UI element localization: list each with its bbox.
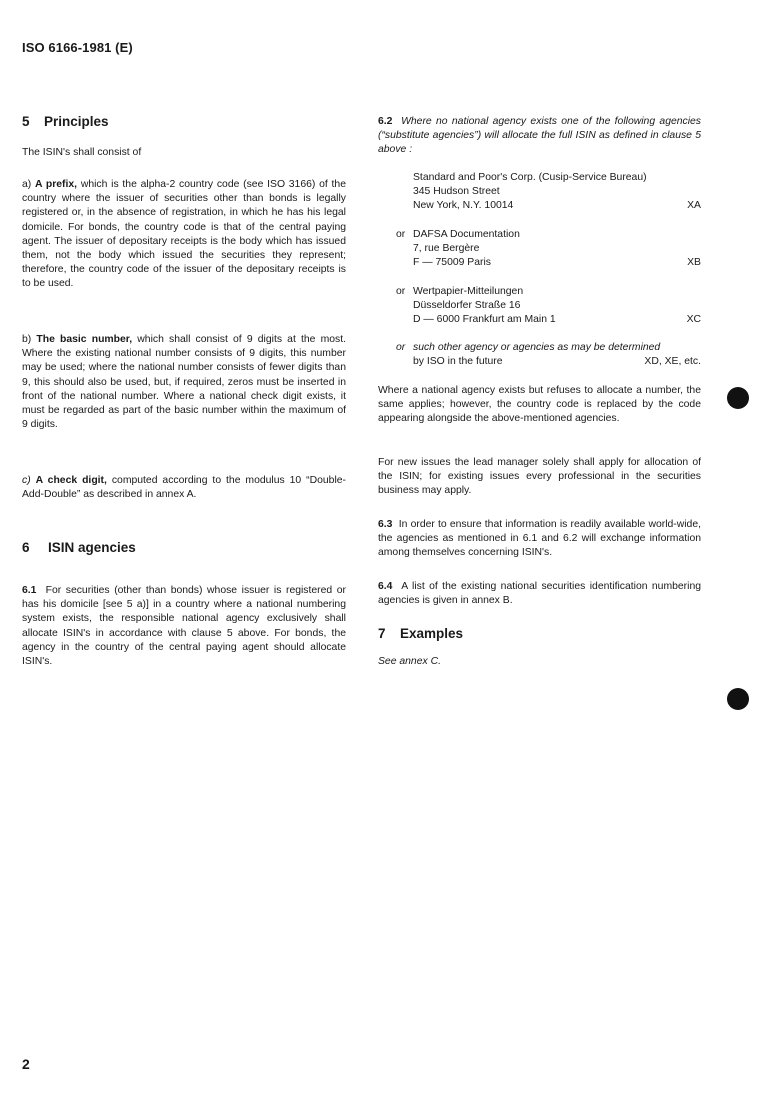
clause-6-3-paragraph: 6.3 In order to ensure that information is readily available world-wide, the agencies as mentioned in 6.1 and 6.2 will exchange information among themselves concerning ISIN's. xyxy=(378,519,701,559)
new-issues-paragraph: For new issues the lead manager solely shall apply for allocation of the ISIN; for existing issues every professional in the securities business may apply. xyxy=(378,457,701,497)
clause-number: 6.1 xyxy=(22,585,37,596)
item-c-term: A check digit, xyxy=(35,475,107,486)
section-number: 5 xyxy=(22,114,30,129)
or-label: or xyxy=(396,286,406,297)
section-7-heading xyxy=(378,627,701,641)
section-number: 6 xyxy=(22,540,30,555)
section-6-heading xyxy=(22,541,346,555)
section-title: Examples xyxy=(400,626,464,641)
page-number: 2 xyxy=(22,1056,30,1072)
clause-number: 6.2 xyxy=(378,116,393,127)
agency-entry: DAFSA Documentation 7, rue Bergère F — 75009 Paris XB xyxy=(413,228,701,271)
or-label: or xyxy=(396,229,406,240)
clause-6-2-paragraph: 6.2 Where no national agency exists one of the following agencies (“substitute agencies”) will allocate the full ISIN as defined in clause 5 above : xyxy=(378,116,702,156)
section-7-text: See annex C. xyxy=(378,656,441,667)
clause-6-4-paragraph: 6.4 A list of the existing national securities identification numbering agencies is given in annex B. xyxy=(378,581,702,607)
agency-entry: Wertpapier-Mitteilungen Düsseldorfer Straße 16 D — 6000 Frankfurt am Main 1 XC xyxy=(413,285,701,328)
section-5-heading xyxy=(22,115,346,129)
clause-number: 6.4 xyxy=(378,581,393,592)
item-c-paragraph: c) A check digit, computed according to the modulus 10 “Double-Add-Double” as described in annex A. xyxy=(22,475,347,501)
item-b-paragraph: b) The basic number, which shall consist of 9 digits at the most. Where the existing national number consists of 9 digits, this number may be used; where the national number consists of fewer digits than 9, this should also be used, but, if required, zeros must be inserted in front of the national number. Where a national check digit exists, it must be regarded as part of the basic number within the maximum of 9 digits. xyxy=(22,334,346,431)
section-title: ISIN agencies xyxy=(48,540,136,555)
or-label: or xyxy=(396,342,406,353)
punch-hole-icon xyxy=(727,688,749,710)
agency-code: XB xyxy=(687,257,701,269)
item-a-term: A prefix, xyxy=(35,179,78,190)
document-id: ISO 6166-1981 (E) xyxy=(22,40,133,55)
item-b-term: The basic number, xyxy=(36,334,133,345)
other-agency-entry: such other agency or agencies as may be determined by ISO in the future XD, XE, etc. xyxy=(413,341,701,369)
refuse-paragraph: Where a national agency exists but refuses to allocate a number, the same applies; however, the country code is replaced by the code appearing alongside the above-mentioned agencies. xyxy=(378,385,701,425)
agency-entry: Standard and Poor's Corp. (Cusip-Service Bureau) 345 Hudson Street New York, N.Y. 10014 XA xyxy=(413,171,701,214)
section-title: Principles xyxy=(44,114,109,129)
agency-code: XA xyxy=(687,200,701,212)
clause-6-1-paragraph: 6.1 For securities (other than bonds) whose issuer is registered or has his domicile [see 5 a)] in a country where a national numbering system exists, the responsible national agency exclusively shall allocate ISIN's in accordance with clause 5 above. For bonds, the agency in the country of the central paying agent should allocate ISIN's. xyxy=(22,585,346,668)
agency-code: XC xyxy=(686,314,701,326)
section-number: 7 xyxy=(378,626,386,641)
agency-code: XD, XE, etc. xyxy=(644,356,701,368)
section-5-intro: The ISIN's shall consist of xyxy=(22,147,142,158)
clause-number: 6.3 xyxy=(378,519,393,530)
punch-hole-icon xyxy=(727,387,749,409)
item-a-paragraph: a) A prefix, which is the alpha-2 country code (see ISO 3166) of the country where the issuer of securities other than bonds is legally registered or, in the absence of registration, in which he has his legal domicile. For bonds, the country code is that of the central paying agent. The issuer of depositary receipts is the body which has issued them, not the body which issued the securities they represent; therefore, the country code of the issuer of the depositary receipts is to be used. xyxy=(22,179,346,290)
